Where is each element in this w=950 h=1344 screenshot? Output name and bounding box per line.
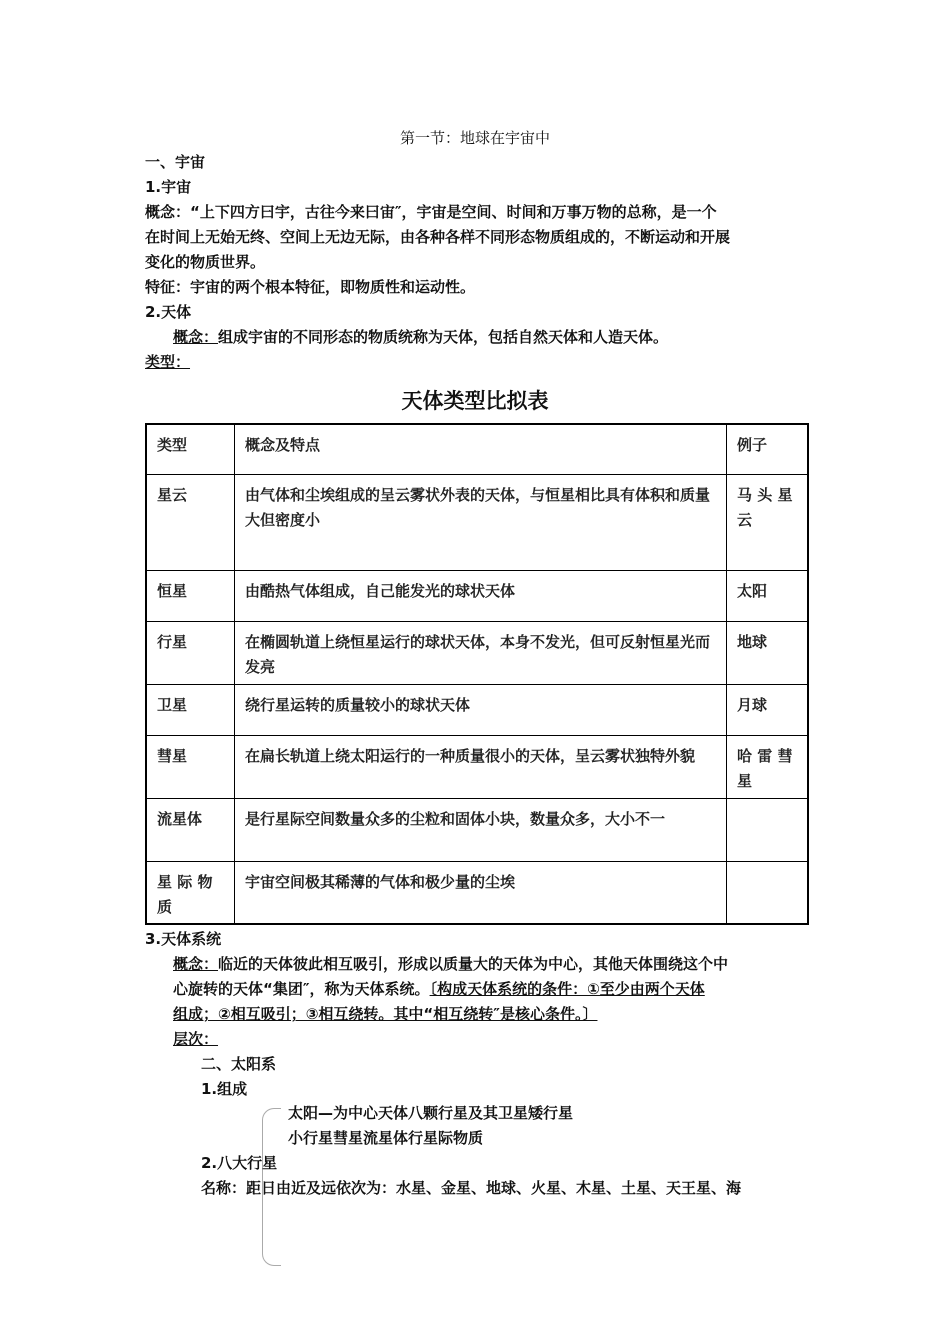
description-cell: 在椭圆轨道上绕恒星运行的球状天体，本身不发光，但可反射恒星光而发亮: [235, 621, 727, 684]
concept-label: 概念：: [173, 955, 219, 973]
example-cell: [727, 798, 809, 861]
table-row: [146, 570, 808, 621]
type-cell: 星云: [146, 474, 235, 570]
document-title: 第一节：地球在宇宙中: [399, 129, 550, 147]
description-cell: 由气体和尘埃组成的呈云雾状外表的天体，与恒星相比具有体积和质量大但密度小: [235, 474, 727, 570]
section-heading-solar-system: 二、太阳系: [201, 1055, 277, 1073]
planet-names-line: 名称：距日由近及远依次为：水星、金星、地球、火星、木星、土星、天王星、海: [201, 1179, 742, 1197]
table-row: [146, 861, 808, 924]
type-cell: 彗星: [146, 735, 235, 798]
description-cell: 绕行星运转的质量较小的球状天体: [235, 684, 727, 735]
celestial-system-line-3: 组成；②相互吸引；③相互绕转。其中“相互绕转″是核心条件。〕: [173, 1005, 598, 1023]
levels-label: 层次：: [173, 1030, 219, 1048]
celestial-system-line-2: [173, 977, 705, 1002]
example-cell: 马 头 星云: [727, 474, 809, 570]
table-row: [146, 474, 808, 570]
type-cell: 星 际 物质: [146, 861, 235, 924]
description-cell: 宇宙空间极其稀薄的气体和极少量的尘埃: [235, 861, 727, 924]
type-cell: 恒星: [146, 570, 235, 621]
conditions-note: 〔构成天体系统的条件：①至少由两个天体: [429, 980, 705, 998]
celestial-system-line-1: [173, 952, 728, 977]
section-heading-universe: 一、宇宙: [145, 153, 206, 171]
example-cell: [727, 861, 809, 924]
example-cell: 地球: [727, 621, 809, 684]
table-header-row: [146, 424, 808, 474]
type-cell: 卫星: [146, 684, 235, 735]
subheading-celestial-body: 2.天体: [145, 303, 192, 321]
celestial-body-concept: [173, 325, 668, 350]
type-cell: 行星: [146, 621, 235, 684]
types-label: 类型：: [145, 353, 191, 371]
table-row: [146, 735, 808, 798]
subheading-eight-planets: 2.八大行星: [201, 1154, 278, 1172]
concept-text: 心旋转的天体“集团″，称为天体系统。: [173, 980, 430, 998]
concept-text: 临近的天体彼此相互吸引，形成以质量大的天体为中心，其他天体围绕这个中: [218, 955, 729, 973]
universe-features: 特征：宇宙的两个根本特征，即物质性和运动性。: [145, 278, 476, 296]
description-cell: 在扁长轨道上绕太阳运行的一种质量很小的天体，呈云雾状独特外貌: [235, 735, 727, 798]
header-cell: 概念及特点: [235, 424, 727, 474]
composition-line-1: 太阳—为中心天体八颗行星及其卫星矮行星: [288, 1104, 574, 1122]
table-row: [146, 798, 808, 861]
table-row: [146, 684, 808, 735]
concept-label: 概念：: [173, 328, 219, 346]
celestial-types-table: [145, 423, 809, 925]
universe-concept-line-2: 在时间上无始无终、空间上无边无际，由各种各样不同形态物质组成的，不断运动和开展: [145, 228, 731, 246]
header-cell: 类型: [146, 424, 235, 474]
subheading-composition: 1.组成: [201, 1080, 248, 1098]
subheading-universe: 1.宇宙: [145, 178, 192, 196]
type-cell: 流星体: [146, 798, 235, 861]
concept-text: 组成宇宙的不同形态的物质统称为天体，包括自然天体和人造天体。: [218, 328, 669, 346]
universe-concept-line-3: 变化的物质世界。: [145, 253, 266, 271]
table-title: 天体类型比拟表: [401, 389, 549, 413]
header-cell: 例子: [727, 424, 809, 474]
example-cell: 月球: [727, 684, 809, 735]
example-cell: 哈 雷 彗星: [727, 735, 809, 798]
description-cell: 由酷热气体组成，自己能发光的球状天体: [235, 570, 727, 621]
table-row: [146, 621, 808, 684]
subheading-celestial-system: 3.天体系统: [145, 930, 222, 948]
description-cell: 是行星际空间数量众多的尘粒和固体小块，数量众多，大小不一: [235, 798, 727, 861]
universe-concept-line-1: 概念：“上下四方曰宇，古往今来曰宙″，宇宙是空间、时间和万事万物的总称，是一个: [145, 203, 717, 221]
composition-line-2: 小行星彗星流星体行星际物质: [288, 1129, 484, 1147]
example-cell: 太阳: [727, 570, 809, 621]
